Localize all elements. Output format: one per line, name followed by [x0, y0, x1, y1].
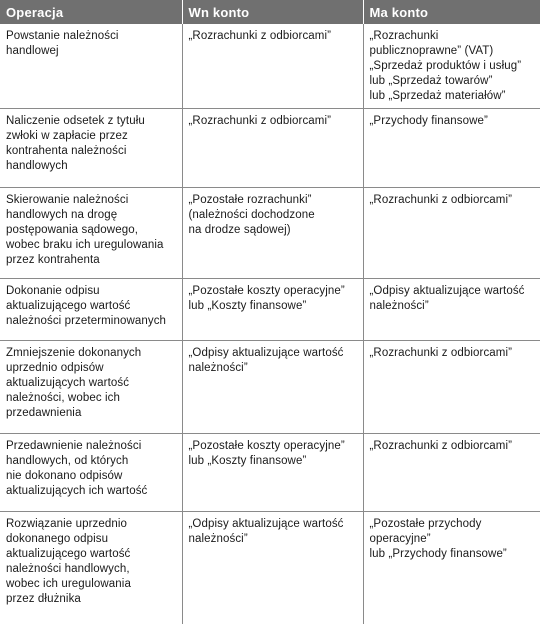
- cell-text: „Pozostałe koszty operacyjne” lub „Koszty finansowe”: [188, 440, 345, 467]
- cell-ma: [363, 434, 540, 512]
- header-wn-konto: Wn konto: [182, 0, 363, 24]
- cell-text: Rozwiązanie uprzednio dokonanego odpisu aktualizującego wartość należności handlowych, wobec ich uregulowania przez dłużnika: [6, 518, 131, 605]
- cell-wn: [182, 512, 363, 624]
- cell-text: Zmniejszenie dokonanych uprzednio odpisów aktualizujących wartość należności, wobec ich przedawnienia: [6, 347, 142, 419]
- cell-text: Skierowanie należności handlowych na drogę postępowania sądowego, wobec braku ich uregulowania przez kontrahenta: [6, 194, 164, 266]
- cell-wn: [182, 109, 363, 188]
- cell-wn: [182, 24, 363, 109]
- table-row: [0, 512, 540, 624]
- cell-ma: [363, 188, 540, 279]
- cell-text: „Rozrachunki publicznoprawne” (VAT) „Sprzedaż produktów i usług” lub „Sprzedaż towarów” lub „Sprzedaż materiałów”: [369, 30, 522, 102]
- cell-text: „Odpisy aktualizujące wartość należności”: [188, 518, 344, 545]
- table-row: [0, 341, 540, 434]
- table-row: [0, 434, 540, 512]
- cell-ma: [363, 109, 540, 188]
- cell-text: Przedawnienie należności handlowych, od których nie dokonano odpisów aktualizujących ich wartość: [6, 440, 148, 497]
- cell-operacja: [0, 188, 182, 279]
- cell-text: „Rozrachunki z odbiorcami”: [369, 194, 513, 206]
- cell-text: „Odpisy aktualizujące wartość należności”: [369, 285, 525, 312]
- cell-wn: [182, 434, 363, 512]
- cell-text: „Rozrachunki z odbiorcami”: [188, 30, 332, 42]
- cell-text: Powstanie należności handlowej: [6, 30, 119, 57]
- header-ma-konto: Ma konto: [363, 0, 540, 24]
- cell-text: „Przychody finansowe”: [369, 115, 488, 127]
- cell-text: Dokonanie odpisu aktualizującego wartość należności przeterminowanych: [6, 285, 167, 327]
- cell-text: „Pozostałe koszty operacyjne” lub „Koszty finansowe”: [188, 285, 345, 312]
- cell-ma: [363, 279, 540, 341]
- cell-operacja: [0, 512, 182, 624]
- cell-operacja: [0, 109, 182, 188]
- cell-operacja: [0, 341, 182, 434]
- table-row: [0, 24, 540, 109]
- cell-ma: [363, 341, 540, 434]
- cell-text: „Rozrachunki z odbiorcami”: [369, 347, 513, 359]
- header-operacja: Operacja: [0, 0, 182, 24]
- table-row: [0, 109, 540, 188]
- cell-ma: [363, 512, 540, 624]
- cell-ma: [363, 24, 540, 109]
- cell-operacja: [0, 279, 182, 341]
- cell-text: „Rozrachunki z odbiorcami”: [369, 440, 513, 452]
- cell-text: „Odpisy aktualizujące wartość należności”: [188, 347, 344, 374]
- cell-wn: [182, 341, 363, 434]
- table-row: [0, 188, 540, 279]
- table-header-row: [0, 0, 540, 24]
- cell-text: „Rozrachunki z odbiorcami”: [188, 115, 332, 127]
- cell-wn: [182, 188, 363, 279]
- table-row: [0, 279, 540, 341]
- cell-operacja: [0, 24, 182, 109]
- cell-text: „Pozostałe przychody operacyjne” lub „Przychody finansowe”: [369, 518, 507, 560]
- cell-text: „Pozostałe rozrachunki” (należności dochodzone na drodze sądowej): [188, 194, 315, 236]
- cell-operacja: [0, 434, 182, 512]
- cell-wn: [182, 279, 363, 341]
- cell-text: Naliczenie odsetek z tytułu zwłoki w zapłacie przez kontrahenta należności handlowych: [6, 115, 145, 172]
